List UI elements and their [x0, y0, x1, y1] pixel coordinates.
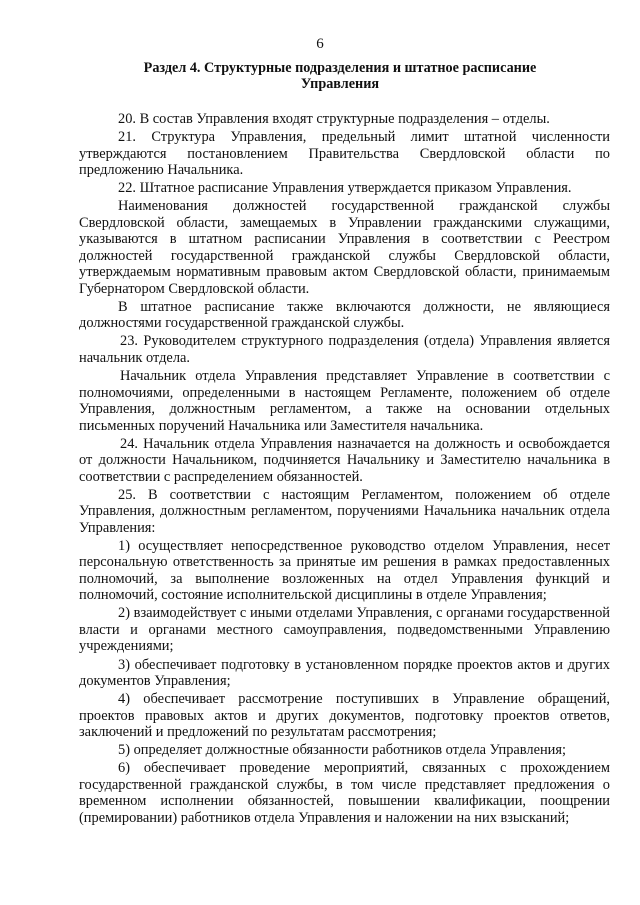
paragraph-staff-schedule: В штатное расписание также включаются должности, не являющиеся должностями государственной гражданской службы. [79, 298, 610, 332]
section-title-line-1: Раздел 4. Структурные подразделения и штатное расписание [143, 60, 537, 76]
list-item-2: 2) взаимодействует с иными отделами Управления, с органами государственной власти и органами местного самоуправления, подведомственными Управлению учреждениями; [79, 605, 610, 655]
section-title [110, 60, 570, 92]
paragraph-position-names: Наименования должностей государственной гражданской службы Свердловской области, замещаемых в Управлении гражданскими служащими, указываются в штатном расписании Управления в соответствии с Реестром должностей государственной гражданской службы Свердловской области, утверждаемым нормативным правовым актом Свердловской области, принимаемым Губернатором Свердловской области. [79, 198, 610, 297]
section-title-line-2: Управления [300, 76, 380, 92]
document-body [79, 111, 610, 828]
page-number: 6 [316, 36, 324, 52]
paragraph-department-head-represents: Начальник отдела Управления представляет Управление в соответствии с полномочиями, определенными в настоящем Регламенте, положением об отделе Управления, должностным регламентом, а также на основании отдельных письменных поручений Начальника или Заместителя начальника. [79, 368, 610, 434]
paragraph-22: 22. Штатное расписание Управления утверждается приказом Управления. [118, 180, 572, 197]
paragraph-25: 25. В соответствии с настоящим Регламентом, положением об отделе Управления, должностным регламентом, поручениями Начальника начальник отдела Управления: [79, 486, 610, 536]
list-item-1: 1) осуществляет непосредственное руководство отделом Управления, несет персональную ответственность за принятые им решения в рамках предоставленных полномочий, за выполнение возложенных на отдел Управления функций и полномочий, состояние исполнительской дисциплины в отделе Управления; [79, 537, 610, 604]
paragraph-21: 21. Структура Управления, предельный лимит штатной численности утверждаются постановлением Правительства Свердловской области по предложению Начальника. [79, 129, 610, 179]
list-item-3: 3) обеспечивает подготовку в установленном порядке проектов актов и других документов Управления; [79, 656, 610, 690]
list-item-6: 6) обеспечивает проведение мероприятий, связанных с прохождением государственной гражданской службы, в том числе представляет предложения о временном исполнении обязанностей, повышении квалификации, поощрении (премировании) работников отдела Управления и наложении на них взысканий; [79, 760, 610, 826]
list-item-5: 5) определяет должностные обязанности работников отдела Управления; [118, 742, 567, 759]
paragraph-20: 20. В состав Управления входят структурные подразделения – отделы. [118, 111, 550, 127]
paragraph-23: 23. Руководителем структурного подразделения (отдела) Управления является начальник отдела. [79, 333, 610, 366]
list-item-4: 4) обеспечивает рассмотрение поступивших в Управление обращений, проектов правовых актов и других документов, подготовку проектов ответов, заключений и предложений по результатам рассмотрения; [79, 691, 610, 741]
paragraph-24: 24. Начальник отдела Управления назначается на должность и освобождается от должности Начальником, подчиняется Начальнику и Заместителю начальника в соответствии с распределением обязанностей. [79, 435, 610, 485]
